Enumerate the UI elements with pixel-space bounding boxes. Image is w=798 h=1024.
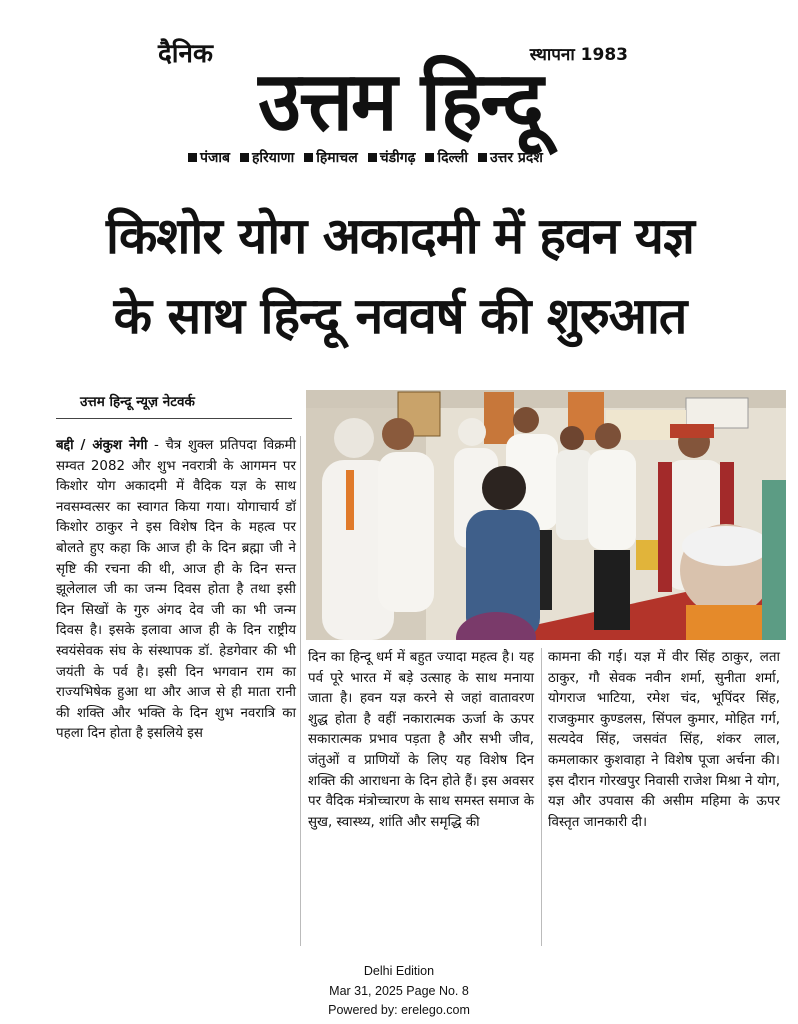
masthead-established: स्थापना 1983 [529,45,628,65]
powered-by-label: Powered by: erelego.com [328,1003,470,1017]
column-divider [541,648,542,946]
masthead-dainik: दैनिक [158,39,213,69]
article-photo [306,390,786,640]
article-column-3 [548,648,780,833]
square-bullet-icon [240,153,249,162]
article-headline [20,196,780,356]
square-bullet-icon [368,153,377,162]
newspaper-title: उत्तम हिन्दू [258,54,542,150]
date-page-label: Mar 31, 2025 Page No. 8 [329,983,469,998]
byline-divider [56,418,292,419]
state-item: हरियाणा [240,148,294,167]
state-item: हिमाचल [304,148,357,167]
state-editions [188,148,543,167]
headline-line-1: किशोर योग अकादमी में हवन यज्ञ [106,207,694,265]
havan-ceremony-photo [306,390,786,640]
square-bullet-icon [304,153,313,162]
news-network-byline: उत्तम हिन्दू न्यूज़ नेटवर्क [80,394,195,410]
state-item: चंडीगढ़ [368,148,416,167]
column-divider [300,436,301,946]
state-item: दिल्ली [425,148,468,167]
edition-footer [0,962,798,1021]
square-bullet-icon [478,153,487,162]
state-item: उत्तर प्रदेश [478,148,543,167]
masthead [150,30,650,170]
square-bullet-icon [425,153,434,162]
column-3-text: कामना की गई। यज्ञ में वीर सिंह ठाकुर, लता ठाकुर, गौ सेवक नवीन शर्मा, सुनीता शर्मा, योगराज भाटिया, रमेश चंद, भूपिंदर सिंह, राजकुमार कुण्डलस, सिंपल कुमार, मोहित गर्ग, सत्यदेव सिंह, जसवंत सिंह, शंकर लाल, कमलाकार कुशवाहा ने विशेष पूजा अर्चना की। इस दौरान गोरखपुर निवासी राजेश मिश्रा ने योग, यज्ञ और उपवास की असीम महिमा के ऊपर विस्तृत जानकारी दी। [548,650,780,830]
column-1-text: - चैत्र शुक्ल प्रतिपदा विक्रमी सम्वत 2082 और शुभ नवरात्री के आगमन पर किशोर योग अकादमी में वैदिक यज्ञ के साथ नवसम्वत्सर का स्वागत किया गया। योगाचार्य डॉ किशोर ठाकुर ने इस विशेष दिन के महत्व पर बोलते हुए कहा कि आज ही के दिन ब्रह्मा जी ने सृष्टि की रचना की थी, आज ही के दिन सन्त झूलेलाल जी का जन्म दिवस होता है तथा इसी दिन सिखों के गुरु अंगद देव जी का भी जन्म दिवस है। इसके इलावा आज ही के दिन राष्ट्रीय स्वयंसेवक संघ के संस्थापक डॉ. हेडगेवार की भी जयंती के पर्व है। इसी दिन भगवान राम का राज्यभिषेक हुआ था और आज से ही माता रानी की शक्ति और भक्ति के दिन शुभ नवरात्रि का पहला दिन होता है इसलिये इस [56,438,296,742]
article-column-1 [56,436,296,745]
headline-line-2: के साथ हिन्दू नववर्ष की शुरुआत [113,287,687,345]
dateline: बद्दी / अंकुश नेगी [56,438,148,453]
edition-label: Delhi Edition [363,964,435,978]
square-bullet-icon [188,153,197,162]
state-item: पंजाब [188,148,230,167]
column-2-text: दिन का हिन्दू धर्म में बहुत ज्यादा महत्व है। यह पर्व पूरे भारत में बड़े उत्साह के साथ मनाया जाता है। हवन यज्ञ करने से जहां वातावरण शुद्ध होता है वहीं नकारात्मक ऊर्जा के ऊपर सकारात्मक प्रभाव पड़ता है और सभी जीव, जंतुओं व प्राणियों के लिए यह विशेष दिन शक्ति की आराधना के दिन होते हैं। इस अवसर पर वैदिक मंत्रोच्चारण के साथ समस्त समाज के सुख, स्वास्थ्य, शांति और समृद्धि की [308,650,534,830]
article-column-2 [308,648,534,833]
